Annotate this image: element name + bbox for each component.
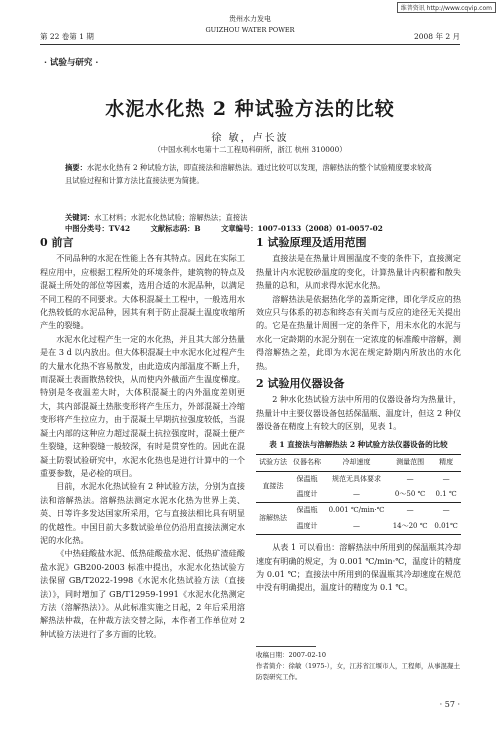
intro-paragraph-4: 《中热硅酸盐水泥、低热硅酸盐水泥、低热矿渣硅酸盐水泥》GB200-2003 标准中提出，水泥水化热试验方法保留 GB/T2022-1998《水泥水化热试验方法（直接法）》，同时增加了 GB/T12959-1991《水泥水化热测定方法（溶解热法）》。从此标准实施之日起，2 年后采用溶解热法仲裁，在仲裁方法交替之际，本作者工作单位对 2 种试验方法进行了多方面的比较。: [40, 548, 245, 639]
affiliation: （中国水利水电第十二工程局科研所，浙江 杭州 310000）: [153, 145, 347, 154]
header-rule: [40, 44, 460, 45]
table-caption: 表 1 直接法与溶解热法 2 种试验方法仪器设备的比较: [269, 439, 448, 449]
th-cooling-speed: 冷却速度: [342, 458, 371, 467]
intro-paragraph-2: 水泥水化过程产生一定的水化热，并且其大部分热量是在 3 d 以内放出。但大体积混凝土中水泥水化过程产生的大量水化热不容易散发，由此造成内部温度不断上升，而混凝土表面散热较快，从而使内外截面产生温度梯度。特别是冬夜温差大时，大体积混凝土的内外温度差则更大，其内部混凝土热胀变形将产生压力，外部混凝土冷缩变形将产生拉应力，由于混凝土早期抗拉强度较低，当混凝土内部的这种应力超过混凝土抗拉强度时，混凝土便产生裂缝，这种裂缝一般较深，有时是贯穿性的。因此在混凝土防裂试验研究中，水泥水化热也是进行计算中的一个重要参数，是必检的项目。: [40, 333, 245, 478]
cell-cooling: —: [353, 521, 361, 530]
paper-title: 水泥水化热 2 种试验方法的比较: [105, 98, 395, 120]
cell-range: —: [406, 506, 414, 515]
cell-name: 温度计: [296, 521, 318, 530]
cell-cooling: 规范无具体要求: [332, 474, 382, 483]
paper-meta: [65, 212, 438, 234]
table-discussion-paragraph: 从表 1 可以看出：溶解热法中所用到的保温瓶其冷却速度有明确的规定，为 0.001 ℃/min·℃，温度计的精度为 0.01 ℃；直接法中所用到的保温瓶其冷却速度在规范中没有明确提出，温度计的精度为 0.1 ℃。: [256, 542, 461, 593]
right-column: [256, 236, 461, 595]
intro-paragraph-1: 不同品种的水泥在性能上各有其特点。因此在实际工程应用中，应根据工程所处的环境条件，建筑物的特点及混凝土所处的部位等因素，选用合适的水泥品种，以满足不同工程的不同要求。大体积混凝土工程中，一般选用水化热较低的水泥品种，因其有利于防止混凝土温度收缩所产生的裂缝。: [40, 253, 245, 331]
keywords-label: 关键词：: [65, 213, 95, 222]
cell-precision: 0.01℃: [434, 521, 458, 530]
section-tag: · 试验与研究 ·: [44, 58, 99, 68]
section-heading-equipment: 2 试验用仪器设备: [256, 377, 345, 391]
comparison-table: [256, 454, 461, 535]
th-instrument: 仪器名称: [293, 458, 321, 467]
cell-method: 溶解热法: [259, 514, 287, 523]
document-code: 文献标志码：B: [150, 224, 201, 233]
principle-paragraph-1: 直接法是在热量计周围温度不变的条件下，直接测定热量计内水泥胶砂温度的变化，计算热量计内积蓄和散失热量的总和，从而求得水泥水化热。: [256, 253, 461, 291]
cell-precision: 0.1 ℃: [435, 489, 457, 498]
journal-name-en: GUIZHOU WATER POWER: [205, 26, 295, 34]
journal-name-cn: 贵州水力发电: [229, 15, 271, 23]
source-stamp: 维普资讯 http://www.cqvip.com: [397, 2, 496, 13]
footnote-rule: [256, 646, 316, 647]
abstract-text: 水泥水化热有 2 种试验方法，即直接法和溶解热法。通过比较可以发现，溶解热法的整个试验精度要求较高且试验过程和计算方法比直接法更为简捷。: [65, 163, 432, 185]
page-number: · 57 ·: [439, 700, 460, 709]
cell-name: 保温瓶: [296, 474, 318, 483]
equipment-paragraph: 2 种水化热试验方法中所用的仪器设备均为热量计，热量计中主要仪器设备包括保温瓶、温度计，但这 2 种仪器设备在精度上有较大的区别，见表 1。: [256, 394, 461, 432]
abstract-label: 摘要：: [65, 163, 87, 172]
intro-paragraph-3: 目前，水泥水化热试验有 2 种试验方法，分别为直接法和溶解热法。溶解热法测定水泥水化热为世界上美、英、日等许多发达国家所采用，它与直接法相比具有明显的优越性。中国目前大多数试验单位仍沿用直接法测定水泥的水化热。: [40, 481, 245, 545]
section-heading-intro: 0 前言: [40, 236, 74, 249]
th-method: 试验方法: [259, 458, 287, 467]
th-range: 测量范围: [396, 458, 425, 467]
cell-name: 温度计: [296, 489, 318, 498]
cell-cooling: 0.001 ℃/min·℃: [328, 506, 385, 515]
abstract: [65, 162, 438, 187]
keywords-text: 水工材料；水泥水化热试验；溶解热法；直接法: [94, 213, 248, 222]
th-precision: 精度: [439, 458, 454, 467]
left-column: [40, 236, 245, 641]
classification-line: [65, 223, 438, 234]
cell-range: 0～50 ℃: [394, 489, 426, 498]
article-number: 文章编号：1007-0133（2008）01-0057-02: [221, 224, 383, 233]
cell-range: —: [406, 474, 414, 483]
cell-cooling: —: [353, 489, 361, 498]
cell-precision: —: [442, 506, 450, 515]
clc-number: 中图分类号：TV42: [65, 224, 131, 233]
header-volume: 第 22 卷第 1 期: [40, 32, 94, 41]
section-heading-principle: 1 试验原理及适用范围: [256, 236, 367, 249]
header-date: 2008 年 2 月: [413, 32, 460, 41]
table-header-row: [256, 455, 461, 471]
cell-range: 14～20 ℃: [392, 521, 428, 530]
principle-paragraph-2: 溶解热法是依据热化学的盖斯定律，即化学反应的热效应只与体系的初态和终态有关而与反应的途径无关提出的。它是在热量计周围一定的条件下，用未水化的水泥与水化一定龄期的水泥分别在一定浓度的标准酸中溶解，测得溶解热之差，此即为水泥在规定龄期内所放出的水化热。: [256, 293, 461, 371]
keywords: [65, 212, 438, 223]
author-bio: 作者简介：徐敏（1975-），女，江苏省江堰市人，工程师，从事混凝土防裂研究工作。: [256, 662, 460, 681]
cell-precision: —: [442, 474, 450, 483]
cell-method: 直接法: [262, 482, 284, 491]
table-row: [256, 503, 461, 519]
authors: 徐 敏，卢长波: [211, 133, 289, 144]
cell-name: 保温瓶: [296, 506, 318, 515]
received-date: 收稿日期：2007-02-10: [256, 651, 326, 659]
footnote: [256, 650, 461, 683]
table-row: [256, 471, 461, 487]
